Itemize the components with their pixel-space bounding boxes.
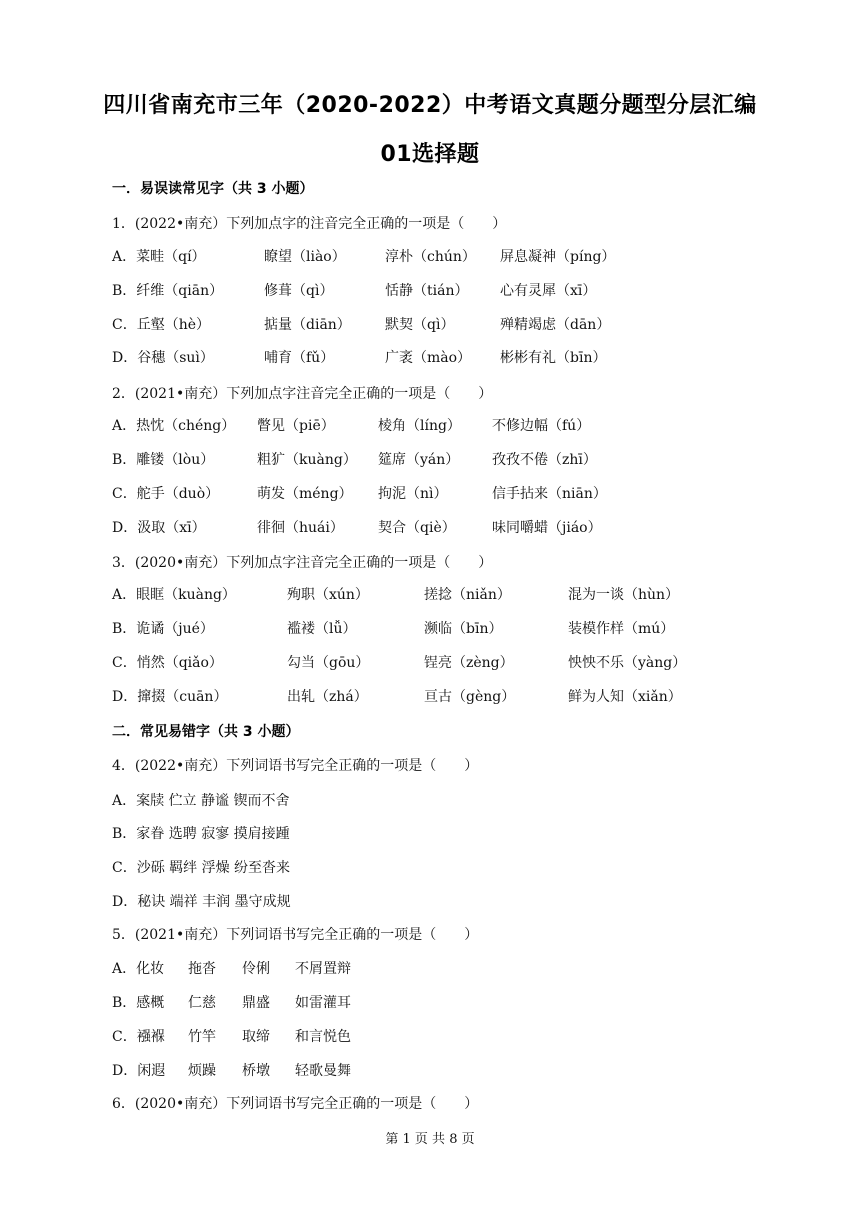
option-item: 掂量（diān） xyxy=(264,317,351,333)
question-option xyxy=(112,517,812,539)
option-item: 殚精竭虑（dān） xyxy=(500,317,611,333)
option-item: 出轧（zhá） xyxy=(287,689,368,705)
option-item: A．化妆 xyxy=(112,961,165,977)
option-item: 棱角（líng） xyxy=(378,418,461,434)
option-item: 恬静（tián） xyxy=(385,283,469,299)
option-item: 鲜为人知（xiǎn） xyxy=(568,689,682,705)
option-item: C．舵手（duò） xyxy=(112,486,220,502)
option-item: 彬彬有礼（bīn） xyxy=(500,350,607,366)
question-option xyxy=(112,992,812,1014)
option-item: 味同嚼蜡（jiáo） xyxy=(492,520,602,536)
option-item: A．眼眶（kuàng） xyxy=(112,587,236,603)
option-item: 亘古（gèng） xyxy=(424,689,516,705)
question-stem: 6．(2020•南充）下列词语书写完全正确的一项是（ ） xyxy=(112,1096,479,1112)
option-item: A．案牍 伫立 静谧 锲而不舍 xyxy=(112,793,290,809)
option-item: B．雕镂（lòu） xyxy=(112,452,215,468)
option-item: 徘徊（huái） xyxy=(257,520,344,536)
question-option xyxy=(112,347,812,369)
option-item: 瞭望（liào） xyxy=(264,249,346,265)
question-stem: 3．(2020•南充）下列加点字注音完全正确的一项是（ ） xyxy=(112,555,493,571)
option-item: 屏息凝神（píng） xyxy=(500,249,616,265)
question-option xyxy=(112,618,812,640)
option-item: 如雷灌耳 xyxy=(295,995,351,1011)
option-item: 契合（qiè） xyxy=(378,520,456,536)
option-item: 烦躁 xyxy=(188,1063,216,1079)
question-option xyxy=(112,686,812,708)
option-item: 混为一谈（hùn） xyxy=(568,587,680,603)
option-item: 修葺（qì） xyxy=(264,283,334,299)
option-item: A．菜畦（qí） xyxy=(112,249,206,265)
option-item: 心有灵犀（xī） xyxy=(500,283,597,299)
option-item: 濒临（bīn） xyxy=(424,621,503,637)
option-item: 孜孜不倦（zhī） xyxy=(492,452,597,468)
question-option xyxy=(112,1026,812,1048)
section-heading: 二．常见易错字（共 3 小题） xyxy=(112,724,300,740)
question-option xyxy=(112,483,812,505)
question-option xyxy=(112,1060,812,1082)
option-item: 锃亮（zèng） xyxy=(424,655,514,671)
question-stem: 2．(2021•南充）下列加点字注音完全正确的一项是（ ） xyxy=(112,386,493,402)
option-item: D．谷穗（suì） xyxy=(112,350,214,366)
question-stem: 5．(2021•南充）下列词语书写完全正确的一项是（ ） xyxy=(112,927,479,943)
question-option xyxy=(112,857,812,879)
option-item: 桥墩 xyxy=(242,1063,270,1079)
question-option xyxy=(112,246,812,268)
option-item: D．闲遐 xyxy=(112,1063,166,1079)
option-item: 信手拈来（niān） xyxy=(492,486,607,502)
question-option xyxy=(112,790,812,812)
option-item: 不修边幅（fú） xyxy=(492,418,591,434)
option-item: 广袤（mào） xyxy=(385,350,472,366)
option-item: D．撺掇（cuān） xyxy=(112,689,228,705)
option-item: B．纤维（qiān） xyxy=(112,283,224,299)
option-item: 拖沓 xyxy=(188,961,216,977)
option-item: 勾当（gōu） xyxy=(287,655,370,671)
option-item: D．汲取（xī） xyxy=(112,520,206,536)
option-item: 默契（qì） xyxy=(385,317,455,333)
option-item: B．家眷 选聘 寂寥 摸肩接踵 xyxy=(112,826,290,842)
option-item: 拘泥（nì） xyxy=(378,486,448,502)
document-title-line2: 01选择题 xyxy=(380,142,480,167)
question-option xyxy=(112,415,812,437)
option-item: B．感概 xyxy=(112,995,165,1011)
option-item: 殉职（xún） xyxy=(287,587,369,603)
option-item: 鼎盛 xyxy=(242,995,270,1011)
option-item: C．悄然（qiǎo） xyxy=(112,655,223,671)
option-item: 仁慈 xyxy=(188,995,216,1011)
option-item: 和言悦色 xyxy=(295,1029,351,1045)
option-item: C．襁褓 xyxy=(112,1029,165,1045)
question-option xyxy=(112,891,812,913)
option-item: 轻歌曼舞 xyxy=(295,1063,351,1079)
option-item: 不屑置辩 xyxy=(295,961,351,977)
option-item: 瞥见（piē） xyxy=(257,418,335,434)
option-item: B．诡谲（jué） xyxy=(112,621,214,637)
section-heading: 一．易误读常见字（共 3 小题） xyxy=(112,181,314,197)
question-option xyxy=(112,280,812,302)
option-item: 褴褛（lǚ） xyxy=(287,621,357,637)
question-stem: 4．(2022•南充）下列词语书写完全正确的一项是（ ） xyxy=(112,758,479,774)
page-footer: 第 1 页 共 8 页 xyxy=(385,1132,475,1147)
question-stem: 1．(2022•南充）下列加点字的注音完全正确的一项是（ ） xyxy=(112,216,507,232)
option-item: A．热忱（chéng） xyxy=(112,418,236,434)
option-item: C．沙砾 羁绊 浮燥 纷至沓来 xyxy=(112,860,291,876)
option-item: 搓捻（niǎn） xyxy=(424,587,511,603)
document-title-line1: 四川省南充市三年（2020-2022）中考语文真题分题型分层汇编 xyxy=(103,93,757,118)
option-item: 取缔 xyxy=(242,1029,270,1045)
question-option xyxy=(112,958,812,980)
option-item: 筵席（yán） xyxy=(378,452,460,468)
question-option xyxy=(112,449,812,471)
question-option xyxy=(112,314,812,336)
option-item: 怏怏不乐（yàng） xyxy=(568,655,687,671)
option-item: 萌发（méng） xyxy=(257,486,353,502)
option-item: 哺育（fǔ） xyxy=(264,350,335,366)
option-item: 淳朴（chún） xyxy=(385,249,476,265)
option-item: C．丘壑（hè） xyxy=(112,317,211,333)
option-item: D．秘诀 端祥 丰润 墨守成规 xyxy=(112,894,291,910)
option-item: 竹竿 xyxy=(188,1029,216,1045)
question-option xyxy=(112,823,812,845)
option-item: 装模作样（mú） xyxy=(568,621,675,637)
question-option xyxy=(112,652,812,674)
option-item: 粗犷（kuàng） xyxy=(257,452,357,468)
question-option xyxy=(112,584,812,606)
option-item: 伶俐 xyxy=(242,961,270,977)
